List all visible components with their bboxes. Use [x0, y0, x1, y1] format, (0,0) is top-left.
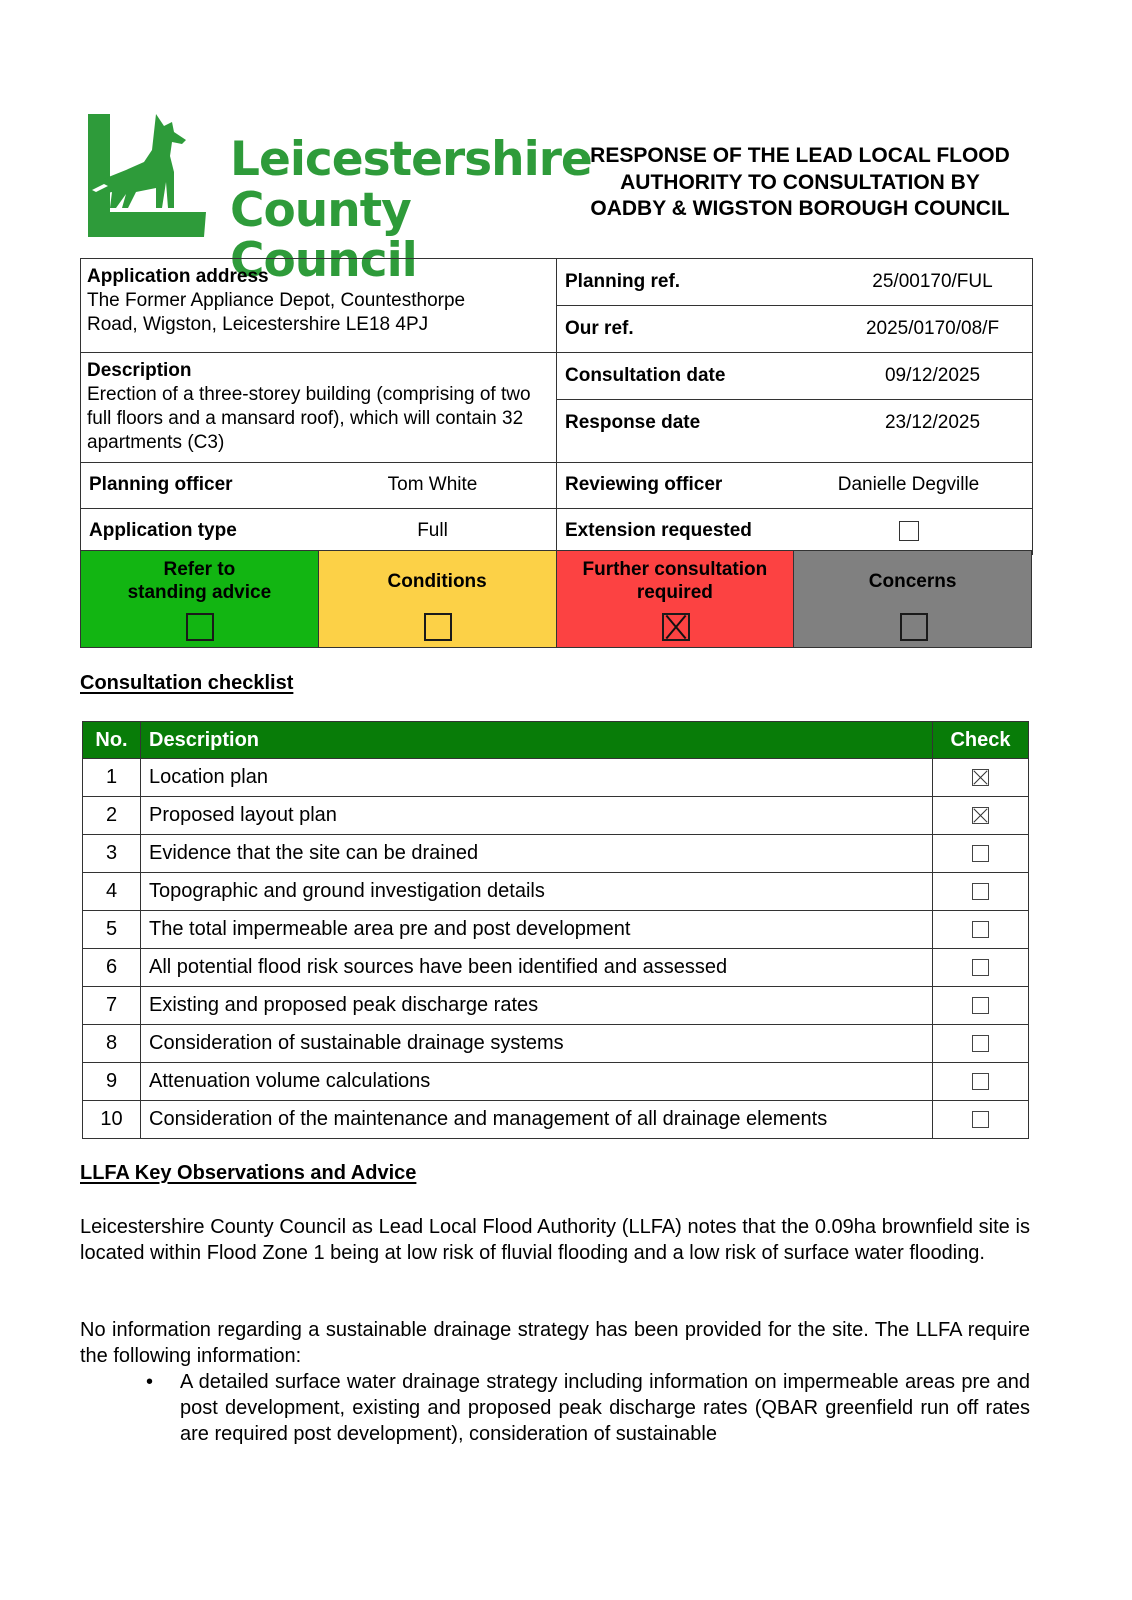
table-row: 7 Existing and proposed peak discharge rates — [83, 987, 1029, 1025]
our-ref-value: 2025/0170/08/F — [865, 318, 1000, 339]
consultation-checklist-table — [82, 721, 1029, 1139]
application-type-value: Full — [417, 520, 448, 541]
our-ref-row: Our ref. 2025/0170/08/F — [557, 306, 1032, 352]
rag-conditions: Conditions — [319, 551, 557, 647]
reviewing-officer-cell: Reviewing officer Danielle Degville — [557, 463, 1033, 509]
col-no: No. — [83, 722, 141, 759]
description-value: Erection of a three-storey building (comprising of two full floors and a mansard roof), which will contain 32 apartments (C3) — [87, 384, 531, 453]
table-row: 5 The total impermeable area pre and post development — [83, 911, 1029, 949]
consultation-date-value: 09/12/2025 — [884, 365, 981, 386]
empty-checkbox-icon[interactable] — [972, 959, 989, 976]
planning-ref-row: Planning ref. 25/00170/FUL — [557, 259, 1032, 306]
description-cell: Description Erection of a three-storey building (comprising of two full floors and a mansard roof), which will contain 32 apartments (C3) — [81, 353, 557, 463]
table-row: 4 Topographic and ground investigation details — [83, 873, 1029, 911]
empty-checkbox-icon[interactable] — [972, 1073, 989, 1090]
rag-rating-row — [80, 550, 1032, 648]
empty-checkbox-icon[interactable] — [972, 845, 989, 862]
further-consultation-checkbox-checked[interactable] — [662, 613, 690, 641]
bullet-icon: • — [146, 1371, 154, 1393]
rag-standing-advice: Refer to standing advice — [81, 551, 319, 647]
extension-requested-cell: Extension requested — [557, 509, 1033, 555]
observations-heading: LLFA Key Observations and Advice — [80, 1162, 417, 1184]
empty-checkbox-icon[interactable] — [972, 883, 989, 900]
rag-concerns: Concerns — [794, 551, 1031, 647]
observation-paragraph-1: Leicestershire County Council as Lead Local Flood Authority (LLFA) notes that the 0.09ha brownfield site is located within Flood Zone 1 being at low risk of fluvial flooding and a low risk of surface water flooding. — [80, 1216, 1030, 1264]
table-row: 6 All potential flood risk sources have been identified and assessed — [83, 949, 1029, 987]
concerns-checkbox[interactable] — [900, 613, 928, 641]
dates-cell — [557, 353, 1033, 463]
reviewing-officer-value: Danielle Degville — [837, 474, 980, 495]
consultation-date-row: Consultation date 09/12/2025 — [557, 353, 1032, 400]
checked-checkbox-icon[interactable] — [972, 769, 989, 786]
extension-requested-checkbox[interactable] — [899, 521, 919, 541]
empty-checkbox-icon[interactable] — [972, 1035, 989, 1052]
conditions-checkbox[interactable] — [424, 613, 452, 641]
application-type-cell: Application type Full — [81, 509, 557, 555]
rag-further-consultation: Further consultation required — [557, 551, 795, 647]
document-title: RESPONSE OF THE LEAD LOCAL FLOOD AUTHORITY TO CONSULTATION BY OADBY & WIGSTON BOROUGH COUNCIL — [590, 144, 1010, 220]
table-row: 1 Location plan — [83, 759, 1029, 797]
references-cell — [557, 259, 1033, 353]
table-row: 9 Attenuation volume calculations — [83, 1063, 1029, 1101]
standing-advice-checkbox[interactable] — [186, 613, 214, 641]
planning-ref-value: 25/00170/FUL — [872, 271, 993, 292]
bullet-item: A detailed surface water drainage strategy including information on impermeable areas pre and post development, existing and proposed peak discharge rates (QBAR greenfield run off rates are required post development), consideration of sustainable — [180, 1371, 1030, 1445]
response-date-value: 23/12/2025 — [884, 412, 981, 433]
application-address-value: The Former Appliance Depot, Countesthorpe Road, Wigston, Leicestershire LE18 4PJ — [87, 290, 466, 335]
col-description: Description — [141, 722, 933, 759]
col-check: Check — [933, 722, 1029, 759]
table-row: 10 Consideration of the maintenance and management of all drainage elements — [83, 1101, 1029, 1139]
logo-wordmark: Leicestershire County Council — [230, 132, 592, 288]
council-logo — [86, 112, 592, 288]
application-address-cell: Application address The Former Appliance Depot, Countesthorpe Road, Wigston, Leicestershire LE18 4PJ — [81, 259, 557, 353]
table-row: 8 Consideration of sustainable drainage systems — [83, 1025, 1029, 1063]
checked-checkbox-icon[interactable] — [972, 807, 989, 824]
empty-checkbox-icon[interactable] — [972, 997, 989, 1014]
observation-paragraph-2: No information regarding a sustainable drainage strategy has been provided for the site. The LLFA require the following information: — [80, 1319, 1030, 1367]
checklist-heading: Consultation checklist — [80, 672, 294, 694]
table-row: 2 Proposed layout plan — [83, 797, 1029, 835]
empty-checkbox-icon[interactable] — [972, 921, 989, 938]
planning-officer-cell: Planning officer Tom White — [81, 463, 557, 509]
application-info-table — [80, 258, 1033, 555]
fox-logo-icon — [86, 112, 226, 242]
planning-officer-value: Tom White — [387, 474, 478, 495]
response-date-row: Response date 23/12/2025 — [557, 400, 1032, 446]
table-row: 3 Evidence that the site can be drained — [83, 835, 1029, 873]
empty-checkbox-icon[interactable] — [972, 1111, 989, 1128]
